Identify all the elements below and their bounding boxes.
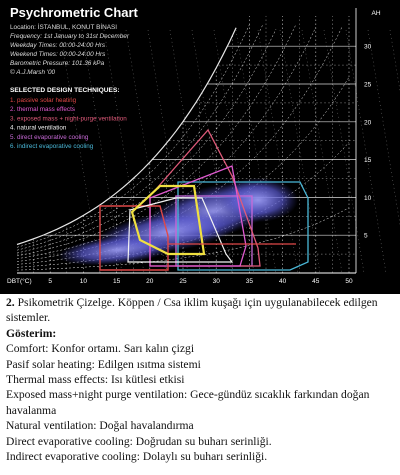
selected-techniques-heading: SELECTED DESIGN TECHNIQUES: <box>10 87 120 94</box>
technique-item: 3. exposed mass + night-purge ventilation <box>10 115 127 123</box>
legend-item: Pasif solar heating: Edilgen ısıtma sistemi <box>6 357 201 371</box>
x-tick-label: 25 <box>179 278 187 285</box>
x-tick-label: 40 <box>278 278 287 285</box>
x-tick-label: 20 <box>146 278 154 285</box>
legend-item: Exposed mass+night purge ventilation: Gece-gündüz sıcaklık farkından doğan havalanma <box>6 388 370 417</box>
y-tick-label: 5 <box>364 232 368 240</box>
legend-item: Thermal mass effects: Isı kütlesi etkisi <box>6 373 185 387</box>
y-tick-label: 30 <box>364 43 372 51</box>
x-tick-label: 15 <box>112 278 121 285</box>
x-tick-label: 30 <box>212 278 220 285</box>
info-line-weekend: Weekend Times: 00:00-24:00 Hrs <box>10 51 106 58</box>
legend-list <box>6 341 398 464</box>
info-line-frequency: Frequency: 1st January to 31st December <box>10 33 129 40</box>
x-tick-label: 10 <box>79 278 88 285</box>
technique-item: 1. passive solar heating <box>10 97 77 104</box>
info-line-pressure: Barometric Pressure: 101.36 kPa <box>10 60 105 67</box>
y-tick-label: 20 <box>364 119 372 127</box>
y-axis-label: AH <box>371 10 381 17</box>
legend-item: Direct evaporative cooling: Doğrudan su buharı serinliği. <box>6 434 272 448</box>
legend-item: Natural ventilation: Doğal havalandırma <box>6 419 194 433</box>
x-tick-label: 5 <box>48 278 53 285</box>
y-tick-label: 10 <box>364 194 372 202</box>
info-line-location: Location: İSTANBUL, KONUT BİNASI <box>10 24 118 31</box>
x-axis-label: DBT(°C) <box>7 278 32 285</box>
figure-number: 2. <box>6 296 15 309</box>
info-line-copyright: © A.J.Marsh '00 <box>10 69 56 76</box>
x-tick-label: 45 <box>312 278 320 285</box>
figure-description: Psikometrik Çizelge. Köppen / Csa iklim kuşağı için uygulanabilecek edilgen sistemler. <box>6 296 378 325</box>
y-tick-label: 25 <box>364 81 372 89</box>
technique-item: 4. natural ventilation <box>10 124 67 132</box>
info-line-weekday: Weekday Times: 00:00-24:00 Hrs <box>10 42 106 49</box>
y-tick-label: 15 <box>364 157 372 165</box>
x-tick-label: 35 <box>245 278 254 285</box>
chart-title: Psychrometric Chart <box>10 5 138 20</box>
legend-item: Indirect evaporative cooling: Dolaylı su buharı serinliği. <box>6 450 268 464</box>
x-tick-label: 50 <box>345 278 353 285</box>
caption-figure-line <box>6 295 398 326</box>
legend-item: Comfort: Konfor ortamı. Sarı kalın çizgi <box>6 342 195 356</box>
legend-heading: Gösterim: <box>6 326 57 340</box>
technique-item: 6. indirect evaporative cooling <box>10 143 94 150</box>
technique-item: 2. thermal mass effects <box>10 106 75 114</box>
technique-item: 5. direct evaporative cooling <box>10 133 89 141</box>
figure-caption <box>6 295 398 464</box>
